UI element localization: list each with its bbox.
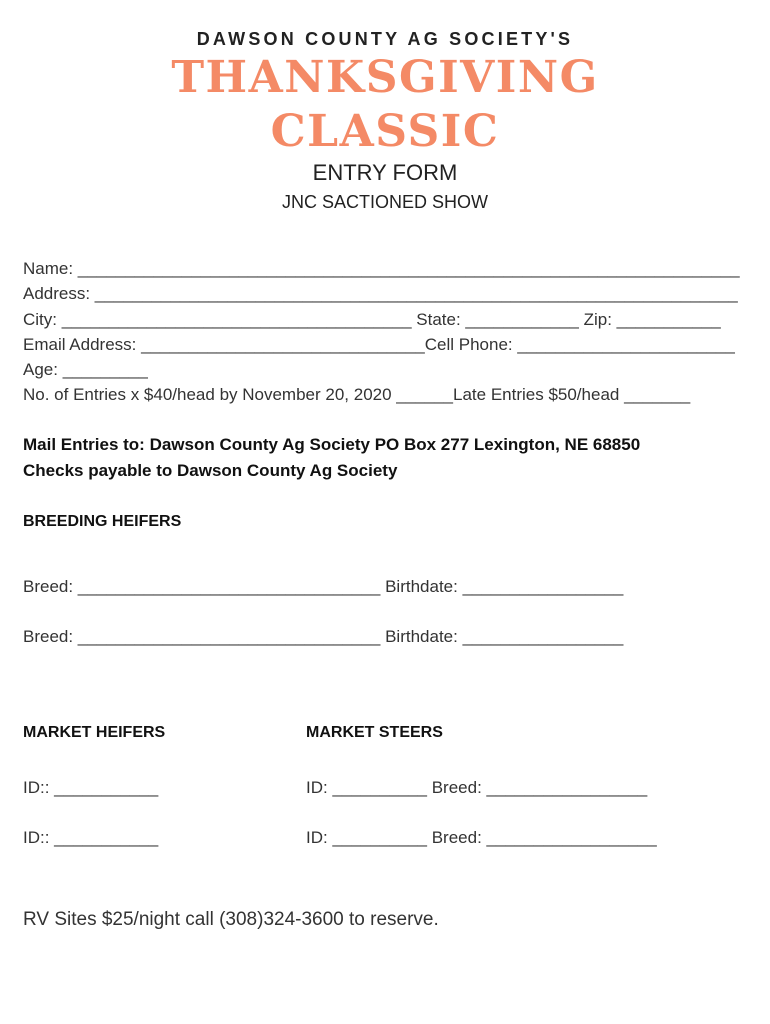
breeding-heifers-heading: BREEDING HEIFERS	[23, 513, 182, 530]
checks-payable-text: Checks payable to Dawson County Ag Society	[23, 461, 398, 480]
market-steer-row[interactable]: ID: __________ Breed: __________________	[306, 828, 657, 847]
market-steer-row[interactable]: ID: __________ Breed: _________________	[306, 778, 648, 797]
form-title: ENTRY FORM	[312, 160, 458, 185]
city-state-zip-field[interactable]: City: _____________________________________ State: ____________ Zip: ___________	[23, 310, 721, 329]
email-phone-field[interactable]: Email Address: ______________________________Cell Phone: _______________________	[23, 335, 735, 354]
breeding-heifer-row[interactable]: Breed: ________________________________ Birthdate: _________________	[23, 627, 624, 646]
mail-entries-text: Mail Entries to: Dawson County Ag Society PO Box 277 Lexington, NE 68850	[23, 435, 641, 454]
rv-sites-note: RV Sites $25/night call (308)324-3600 to reserve.	[23, 909, 439, 930]
address-field[interactable]: Address: ____________________________________________________________________	[23, 284, 738, 303]
market-heifer-id-field[interactable]: ID:: ___________	[23, 828, 159, 847]
market-steers-heading: MARKET STEERS	[306, 724, 443, 741]
sanction-label: JNC SACTIONED SHOW	[281, 192, 488, 212]
event-title-line2: CLASSIC	[270, 106, 500, 157]
name-field[interactable]: Name: ______________________________________________________________________	[23, 259, 740, 278]
market-heifers-heading: MARKET HEIFERS	[23, 724, 166, 741]
age-field[interactable]: Age: _________	[23, 360, 148, 379]
entries-field[interactable]: No. of Entries x $40/head by November 20, 2020 ______Late Entries $50/head _______	[23, 385, 691, 404]
event-title-line1: THANKSGIVING	[171, 52, 599, 103]
market-heifer-id-field[interactable]: ID:: ___________	[23, 778, 159, 797]
breeding-heifer-row[interactable]: Breed: ________________________________ Birthdate: _________________	[23, 577, 624, 596]
organization-name: DAWSON COUNTY AG SOCIETY'S	[196, 29, 574, 49]
